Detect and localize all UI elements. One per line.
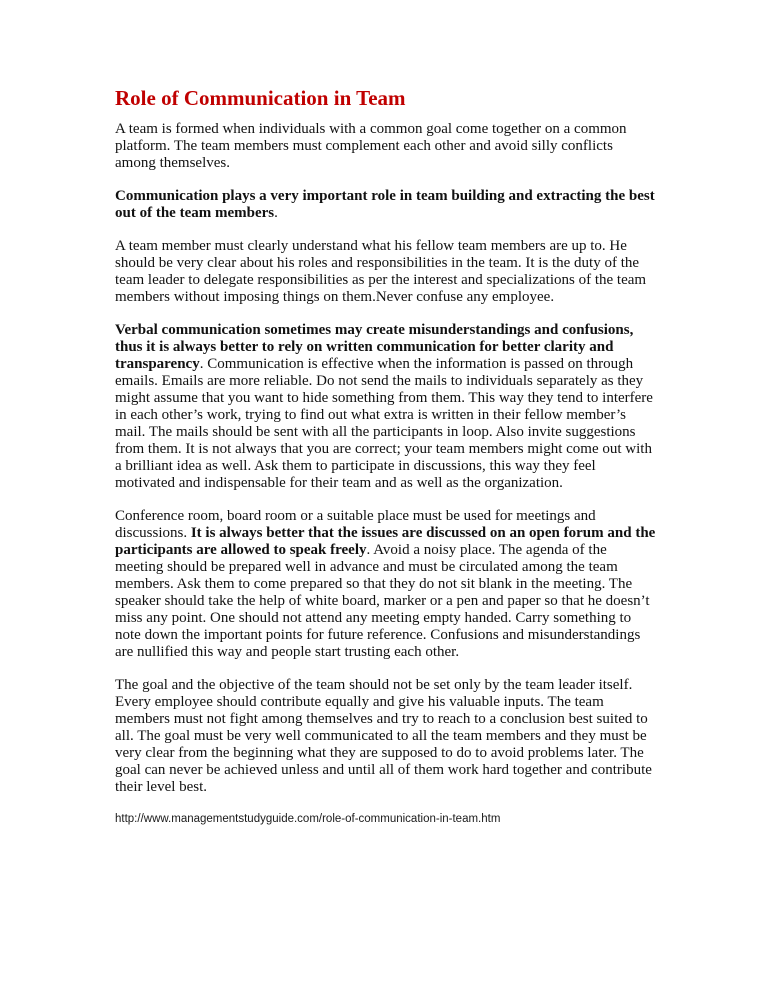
text-segment: . Avoid a noisy place. The agenda of the meeting should be prepared well in advance and must be circulated among the team members. Ask them to come prepared so that they do not sit blank in the meeting. The speaker should take the help of white board, marker or a pen and paper so that he doesn’t miss any point. One should not attend any meeting empty handed. Carry something to note down the important points for future reference. Confusions and misunderstandings are nullified this way and people start trusting each other. xyxy=(115,542,650,660)
text-segment: A team is formed when individuals with a common goal come together on a common platform. The team members must complement each other and avoid silly conflicts among themselves. xyxy=(115,121,627,171)
text-segment: . xyxy=(274,205,278,221)
text-segment: A team member must clearly understand what his fellow team members are up to. He should be very clear about his roles and responsibilities in the team. It is the duty of the team leader to delegate responsibilities as per the interest and specializations of the team members without imposing things on them.Never confuse any employee. xyxy=(115,238,647,305)
text-segment: The goal and the objective of the team should not be set only by the team leader itself. Every employee should contribute equally and give his valuable inputs. The team members must not fight among themselves and try to reach to a conclusion best suited to all. The goal must be very well communicated to all the team members and they must be very clear from the beginning what they are supposed to do to avoid problems later. The goal can never be achieved unless and until all of them work hard together and contribute their level best. xyxy=(115,677,652,795)
bold-text-segment: It is always better that the issues are discussed on an open forum and the participants are allowed to speak freely xyxy=(115,525,656,558)
bold-text-segment: Communication plays a very important role in team building and extracting the best out of the team members xyxy=(115,188,655,221)
page-title: Role of Communication in Team xyxy=(115,86,406,110)
paragraph xyxy=(115,188,656,222)
paragraph xyxy=(115,322,656,492)
document-content xyxy=(115,0,656,826)
bold-text-segment: Verbal communication sometimes may create misunderstandings and confusions, thus it is always better to rely on written communication for better clarity and transparency xyxy=(115,322,634,372)
paragraph xyxy=(115,238,656,306)
paragraph xyxy=(115,121,656,172)
source-url-text: http://www.managementstudyguide.com/role-of-communication-in-team.htm xyxy=(115,813,501,825)
text-segment: Conference room, board room or a suitable place must be used for meetings and discussions. xyxy=(115,508,596,541)
document-body xyxy=(115,121,656,796)
paragraph xyxy=(115,677,656,796)
text-segment: . Communication is effective when the information is passed on through emails. Emails are more reliable. Do not send the mails to individuals separately as they might assume that you want to hide something from them. This way they tend to interfere in each other’s work, trying to find out what extra is written in their fellow member’s mail. The mails should be sent with all the participants in loop. Also invite suggestions from them. It is not always that you are correct; your team members might come out with a brilliant idea as well. Ask them to participate in discussions, this way they feel motivated and indispensable for their team and as well as the organization. xyxy=(115,356,653,491)
paragraph xyxy=(115,508,656,661)
